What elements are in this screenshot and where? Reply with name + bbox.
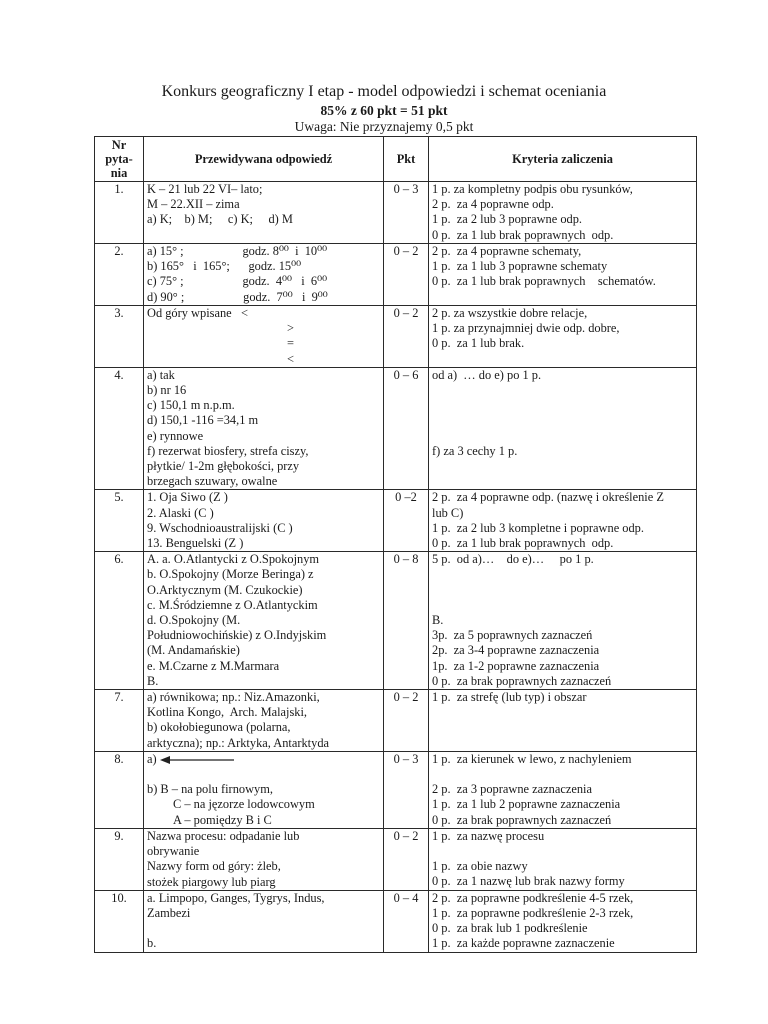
answer-line: < [287, 351, 294, 366]
answer-cell [144, 552, 384, 690]
table-row [95, 751, 697, 828]
criteria-cell [429, 244, 697, 306]
criteria-line: 1 p. za 1 lub 2 poprawne zaznaczenia [432, 797, 621, 812]
criteria-cell [429, 367, 697, 490]
criteria-cell [429, 828, 697, 890]
points-cell: 0 – 8 [384, 552, 429, 690]
answer-line: a) tak [147, 367, 175, 382]
header-answer: Przewidywana odpowiedź [144, 137, 384, 182]
criteria-line: 0 p. za 1 lub brak poprawnych odp. [432, 536, 614, 551]
points-cell: 0 – 2 [384, 828, 429, 890]
answer-label: a) [147, 751, 157, 766]
answer-line: f) rezerwat biosfery, strefa ciszy, [147, 443, 309, 458]
answer-cell [144, 751, 384, 828]
answer-line: Nazwy form od góry: żleb, [147, 859, 281, 874]
criteria-line: 1 p. za 1 lub 3 poprawne schematy [432, 259, 608, 274]
criteria-cell [429, 690, 697, 752]
answer-line: d) 150,1 -116 =34,1 m [147, 413, 259, 428]
criteria-line: 1 p. za przynajmniej dwie odp. dobre, [432, 321, 620, 336]
answer-line: a. Limpopo, Ganges, Tygrys, Indus, [147, 890, 325, 905]
question-number: 1. [95, 182, 144, 244]
points-cell: 0 – 2 [384, 244, 429, 306]
answer-line: c) 150,1 m n.p.m. [147, 398, 235, 413]
criteria-line: 2 p. za wszystkie dobre relacje, [432, 306, 588, 320]
answer-line: arktyczna); np.: Arktyka, Antarktyda [147, 735, 330, 750]
criteria-line: 1 p. za poprawne podkreślenie 2-3 rzek, [432, 905, 634, 920]
answer-line: O.Arktycznym (M. Czukockie) [147, 582, 303, 597]
answer-line: 1. Oja Siwo (Z ) [147, 490, 228, 505]
answer-line: Kotlina Kongo, Arch. Malajski, [147, 705, 308, 720]
criteria-line: 1p. za 1-2 poprawne zaznaczenia [432, 658, 600, 673]
criteria-line: 2p. za 3-4 poprawne zaznaczenia [432, 643, 600, 658]
criteria-cell [429, 306, 697, 368]
answer-line: a) 15° ; godz. 8⁰⁰ i 10⁰⁰ [147, 244, 328, 258]
points-cell: 0 –2 [384, 490, 429, 552]
question-number: 2. [95, 244, 144, 306]
answer-cell [144, 182, 384, 244]
answer-cell [144, 690, 384, 752]
points-cell: 0 – 4 [384, 890, 429, 952]
answer-line: b. O.Spokojny (Morze Beringa) z [147, 567, 314, 582]
table-row [95, 490, 697, 552]
criteria-spacer [432, 383, 693, 398]
criteria-spacer [432, 398, 693, 413]
criteria-line: 5 p. od a)… do e)… po 1 p. [432, 552, 594, 567]
answer-line: Od góry wpisane < [147, 306, 248, 320]
answer-line: b) B – na polu firnowym, [147, 782, 273, 797]
criteria-line: 1 p. za kierunek w lewo, z nachyleniem [432, 751, 632, 766]
answer-cell [144, 244, 384, 306]
criteria-cell [429, 890, 697, 952]
answer-line: C – na jęzorze lodowcowym [173, 797, 315, 812]
answer-line: a) równikowa; np.: Niz.Amazonki, [147, 690, 320, 705]
criteria-line: lub C) [432, 505, 464, 520]
document-subtitle: 85% z 60 pkt = 51 pkt [320, 103, 448, 118]
table-row [95, 552, 697, 690]
criteria-line: 2 p. za 4 poprawne schematy, [432, 244, 582, 258]
left-arrow-icon [160, 755, 236, 765]
table-row [95, 306, 697, 368]
criteria-spacer [432, 598, 693, 613]
criteria-line: 3p. za 5 poprawnych zaznaczeń [432, 628, 593, 643]
question-number: 3. [95, 306, 144, 368]
points-cell: 0 – 2 [384, 690, 429, 752]
criteria-spacer [432, 767, 693, 782]
header-nr [95, 137, 144, 182]
answer-line: d) 90° ; godz. 7⁰⁰ i 9⁰⁰ [147, 289, 328, 304]
points-cell: 0 – 3 [384, 751, 429, 828]
answer-key-table [94, 136, 697, 953]
answer-line: b) okołobiegunowa (polarna, [147, 720, 291, 735]
criteria-line: 2 p. za 4 poprawne odp. [432, 197, 554, 212]
answer-line: > [287, 321, 294, 336]
answer-line: M – 22.XII – zima [147, 197, 240, 212]
answer-line: B. [147, 673, 159, 688]
header-nr-line: pyta- [105, 152, 133, 166]
answer-line: K – 21 lub 22 VI– lato; [147, 182, 263, 196]
criteria-line: B. [432, 613, 444, 628]
question-number: 4. [95, 367, 144, 490]
criteria-line: 1 p. za każde poprawne zaznaczenie [432, 936, 615, 951]
criteria-line: od a) … do e) po 1 p. [432, 367, 542, 382]
criteria-spacer [432, 844, 693, 859]
criteria-line: 2 p. za 4 poprawne odp. (nazwę i określenie Z [432, 490, 664, 505]
header-nr-line: nia [110, 166, 128, 180]
answer-line: a) K; b) M; c) K; d) M [147, 212, 293, 227]
criteria-line: 1 p. za 2 lub 3 poprawne odp. [432, 212, 583, 227]
answer-spacer [147, 921, 380, 936]
header-nr-line: Nr [111, 138, 127, 152]
answer-line: b) nr 16 [147, 383, 187, 398]
points-cell: 0 – 6 [384, 367, 429, 490]
answer-cell [144, 890, 384, 952]
question-number: 9. [95, 828, 144, 890]
answer-line: A. a. O.Atlantycki z O.Spokojnym [147, 552, 320, 567]
header-pkt: Pkt [384, 137, 429, 182]
answer-line: Południowochińskie) z O.Indyjskim [147, 628, 327, 643]
criteria-line: 0 p. za 1 lub brak poprawnych schematów. [432, 274, 656, 289]
header-criteria: Kryteria zaliczenia [429, 137, 697, 182]
answer-line: b. [147, 936, 157, 951]
answer-cell [144, 306, 384, 368]
answer-line: 9. Wschodnioaustralijski (C ) [147, 520, 293, 535]
criteria-line: f) za 3 cechy 1 p. [432, 443, 518, 458]
question-number: 6. [95, 552, 144, 690]
answer-line: brzegach szuwary, owalne [147, 474, 278, 489]
table-row [95, 367, 697, 490]
answer-line: = [287, 336, 294, 351]
answer-line [147, 752, 380, 767]
answer-line: c) 75° ; godz. 4⁰⁰ i 6⁰⁰ [147, 274, 328, 289]
answer-line: Nazwa procesu: odpadanie lub [147, 828, 300, 843]
question-number: 10. [95, 890, 144, 952]
answer-line: b) 165° i 165°; godz. 15⁰⁰ [147, 259, 302, 274]
criteria-line: 2 p. za poprawne podkreślenie 4-5 rzek, [432, 890, 634, 905]
criteria-line: 0 p. za brak lub 1 podkreślenie [432, 921, 588, 936]
table-row [95, 690, 697, 752]
criteria-line: 1 p. za nazwę procesu [432, 828, 545, 843]
answer-line: e) rynnowe [147, 428, 204, 443]
criteria-spacer [432, 583, 693, 598]
table-header-row [95, 137, 697, 182]
criteria-line: 0 p. za brak poprawnych zaznaczeń [432, 812, 612, 827]
table-row [95, 244, 697, 306]
criteria-line: 1 p. za obie nazwy [432, 859, 528, 874]
answer-line: 13. Benguelski (Z ) [147, 536, 244, 551]
criteria-line: 1 p. za strefę (lub typ) i obszar [432, 690, 587, 705]
criteria-line: 2 p. za 3 poprawne zaznaczenia [432, 782, 592, 797]
points-cell: 0 – 3 [384, 182, 429, 244]
question-number: 8. [95, 751, 144, 828]
question-number: 5. [95, 490, 144, 552]
criteria-line: 0 p. za 1 lub brak. [432, 336, 525, 351]
answer-line: d. O.Spokojny (M. [147, 613, 241, 628]
table-row [95, 182, 697, 244]
answer-spacer [147, 767, 380, 782]
criteria-spacer [432, 413, 693, 428]
answer-cell [144, 828, 384, 890]
answer-line: Zambezi [147, 905, 191, 920]
criteria-cell [429, 751, 697, 828]
criteria-line: 1 p. za kompletny podpis obu rysunków, [432, 182, 633, 196]
answer-line: płytkie/ 1-2m głębokości, przy [147, 459, 300, 474]
answer-line: A – pomiędzy B i C [173, 812, 272, 827]
answer-line: obrywanie [147, 844, 200, 859]
document-title: Konkurs geograficzny I etap - model odpowiedzi i schemat oceniania [161, 83, 607, 100]
criteria-line: 0 p. za brak poprawnych zaznaczeń [432, 673, 612, 688]
criteria-cell [429, 552, 697, 690]
answer-line: 2. Alaski (C ) [147, 505, 214, 520]
criteria-line: 0 p. za 1 nazwę lub brak nazwy formy [432, 874, 625, 889]
answer-cell [144, 490, 384, 552]
criteria-line: 1 p. za 2 lub 3 kompletne i poprawne odp. [432, 520, 644, 535]
answer-line: c. M.Śródziemne z O.Atlantyckim [147, 597, 318, 612]
criteria-spacer [432, 429, 693, 444]
answer-line: e. M.Czarne z M.Marmara [147, 658, 280, 673]
criteria-spacer [432, 567, 693, 582]
table-row [95, 890, 697, 952]
answer-line: stożek piargowy lub piarg [147, 874, 276, 889]
points-cell: 0 – 2 [384, 306, 429, 368]
answer-line: (M. Andamańskie) [147, 643, 240, 658]
criteria-line: 0 p. za 1 lub brak poprawnych odp. [432, 227, 614, 242]
criteria-cell [429, 182, 697, 244]
question-number: 7. [95, 690, 144, 752]
document-note: Uwaga: Nie przyznajemy 0,5 pkt [294, 119, 474, 134]
answer-cell [144, 367, 384, 490]
criteria-cell [429, 490, 697, 552]
table-row [95, 828, 697, 890]
